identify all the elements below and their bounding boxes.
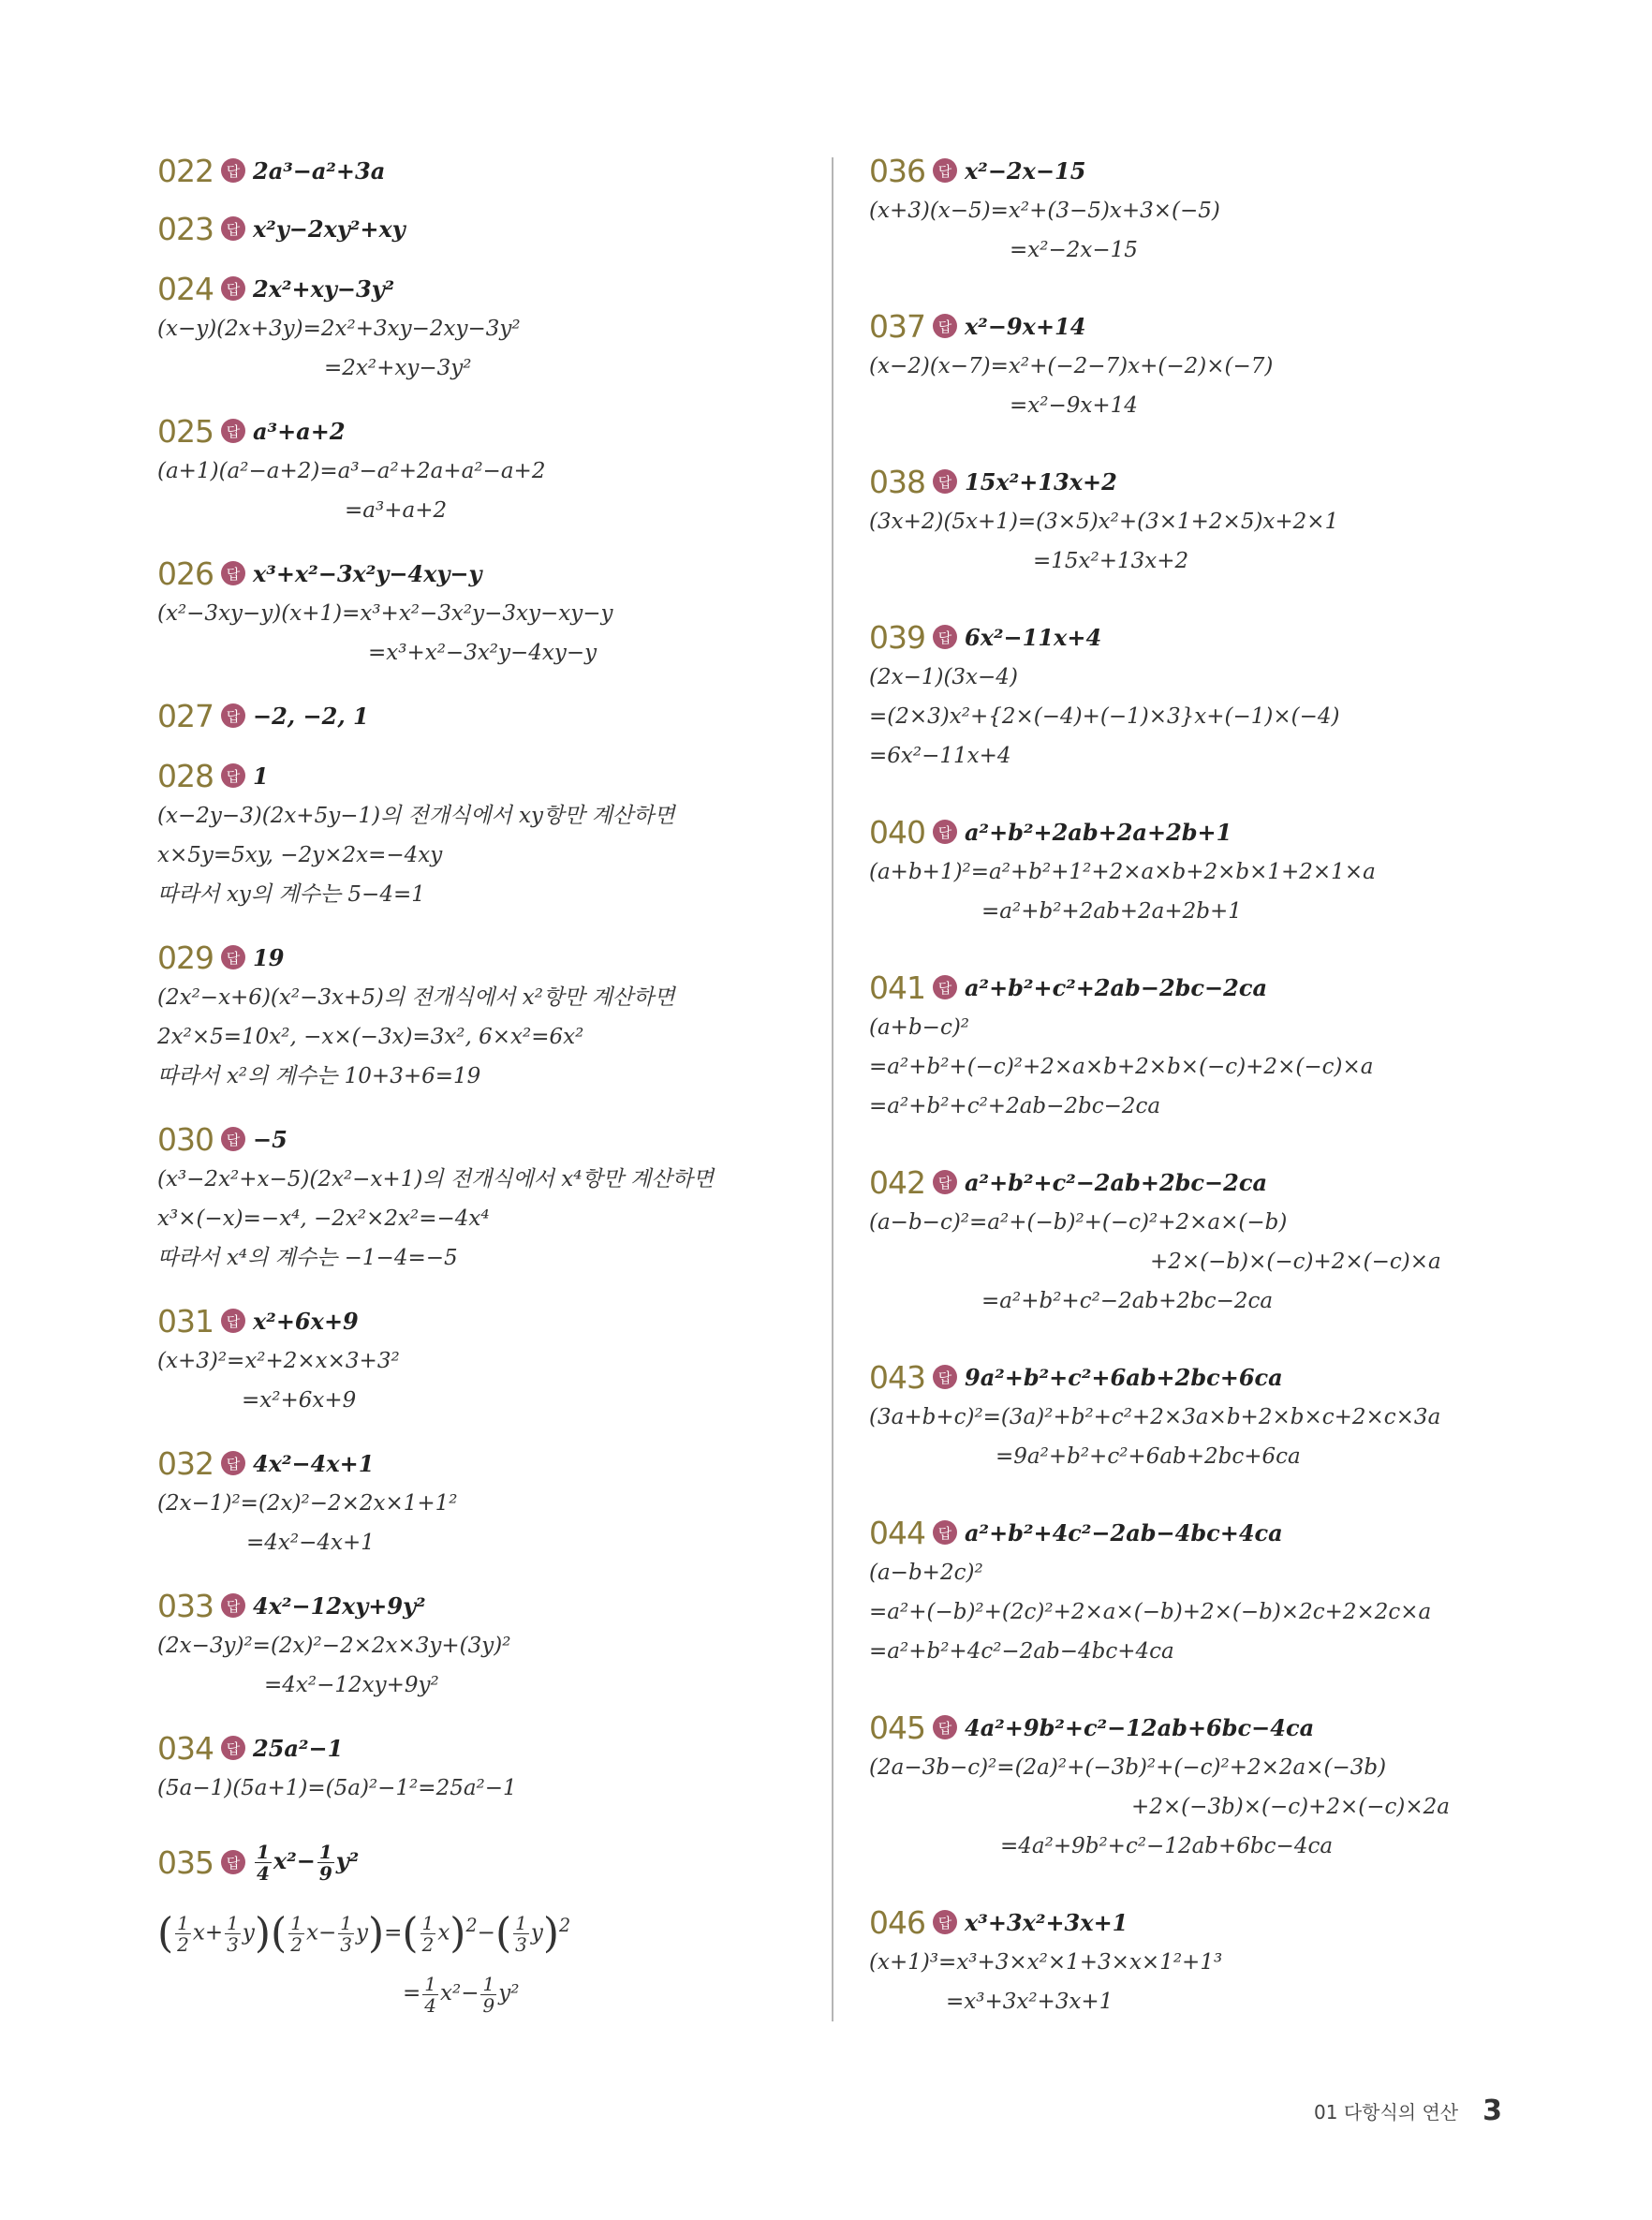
problem-043 [869,1356,1525,1476]
problem-045 [869,1707,1525,1866]
problem-024 [157,268,813,388]
answer: $\frac{1}{4}$ x²− $\frac{1}{9}$ y² [257,1840,360,1885]
problem-032 [157,1443,813,1562]
problem-028 [157,755,813,914]
answer: 19 [253,943,285,971]
problem-029 [157,937,813,1096]
problem-025 [157,410,813,530]
solution-line: =(2×3)x²+{2×(−4)+(−1)×3}x+(−1)×(−4) [869,704,1340,729]
answer: x³+3x²+3x+1 [965,1908,1128,1936]
problem-number: 037 [869,307,925,345]
answer-badge: 답 [933,469,957,494]
solution-line: (x+1)³=x³+3×x²×1+3×x×1²+1³ [869,1950,1223,1975]
solution-line: (3a+b+c)²=(3a)²+b²+c²+2×3a×b+2×b×c+2×c×3a [869,1405,1441,1429]
solution-line: =4a²+9b²+c²−12ab+6bc−4ca [1000,1834,1334,1858]
solution-line: (x−2y−3)(2x+5y−1)의 전개식에서 xy항만 계산하면 [157,804,675,828]
answer-badge: 답 [933,158,957,183]
answer-badge: 답 [221,703,245,728]
answer-badge: 답 [221,1309,245,1333]
problem-035 [157,1832,813,2027]
answer: −5 [253,1125,288,1153]
solution-line: =9a²+b²+c²+6ab+2bc+6ca [996,1444,1301,1469]
solution-line: =15x²+13x+2 [1033,549,1189,573]
solution-line: =x²+6x+9 [242,1388,357,1413]
solution-line: =6x²−11x+4 [869,744,1011,768]
solution-line: 따라서 x⁴의 계수는 −1−4=−5 [157,1246,458,1270]
problem-030 [157,1118,813,1278]
solution-line: (a−b+2c)² [869,1561,983,1585]
answer-badge: 답 [221,1451,245,1475]
answer: 4x²−12xy+9y² [253,1591,426,1620]
page-footer [1314,2094,1502,2127]
solution-line: =a³+a+2 [345,498,448,523]
answer-badge: 답 [221,763,245,788]
problem-number: 026 [157,555,214,592]
answer-badge: 답 [221,1593,245,1618]
solution-line: 2x²×5=10x², −x×(−3x)=3x², 6×x²=6x² [157,1025,584,1049]
answer: x²+6x+9 [253,1307,359,1335]
problem-042 [869,1162,1525,1321]
solution-line: +2×(−3b)×(−c)+2×(−c)×2a [1131,1795,1451,1819]
solution-line: (2x−3y)²=(2x)²−2×2x×3y+(3y)² [157,1634,511,1658]
answer: 2a³−a²+3a [253,156,386,185]
answer: 9a²+b²+c²+6ab+2bc+6ca [965,1363,1283,1391]
problem-number: 036 [869,152,925,189]
column-divider [832,157,833,2021]
problem-number: 030 [157,1120,214,1158]
answer: x²−2x−15 [965,156,1086,185]
answer: 1 [253,762,269,790]
problem-number: 038 [869,463,925,500]
answer-badge: 답 [933,1520,957,1545]
problem-044 [869,1512,1525,1671]
answer: 15x²+13x+2 [965,467,1117,496]
solution-line: (x+3)²=x²+2×x×3+3² [157,1349,400,1373]
problem-number: 031 [157,1302,214,1339]
answer-badge: 답 [221,216,245,241]
fraction: $\frac{1}{9}$ [318,1840,332,1885]
answer: 6x²−11x+4 [965,623,1102,651]
solution-line: =a²+b²+c²−2ab+2bc−2ca [981,1289,1274,1313]
page-number: 3 [1482,2094,1502,2127]
problem-number: 023 [157,210,214,247]
problem-022 [157,150,813,191]
solution-line: (x+3)(x−5)=x²+(3−5)x+3×(−5) [869,199,1220,223]
problem-number: 044 [869,1514,925,1551]
answer: a²+b²+c²−2ab+2bc−2ca [965,1168,1268,1196]
solution-line: (2x−1)²=(2x)²−2×2x×1+1² [157,1491,458,1516]
answer: x²y−2xy²+xy [253,215,406,243]
answer: 4a²+9b²+c²−12ab+6bc−4ca [965,1713,1315,1741]
problem-number: 033 [157,1587,214,1624]
solution-line: (x−2)(x−7)=x²+(−2−7)x+(−2)×(−7) [869,354,1274,378]
problem-number: 028 [157,757,214,794]
answer: x³+x²−3x²y−4xy−y [253,559,482,587]
problem-031 [157,1300,813,1420]
answer-badge: 답 [933,1715,957,1739]
solution-line: =a²+b²+4c²−2ab−4bc+4ca [869,1639,1174,1664]
solution-line: (3x+2)(5x+1)=(3×5)x²+(3×1+2×5)x+2×1 [869,510,1339,534]
solution-line: =a²+b²+(−c)²+2×a×b+2×b×(−c)+2×(−c)×a [869,1055,1374,1079]
chapter-title: 01 다항식의 연산 [1314,2101,1459,2124]
solution-line: (a+1)(a²−a+2)=a³−a²+2a+a²−a+2 [157,459,546,483]
solution-line: (x³−2x²+x−5)(2x²−x+1)의 전개식에서 x⁴항만 계산하면 [157,1167,715,1191]
solution-line: (x−y)(2x+3y)=2x²+3xy−2xy−3y² [157,317,521,341]
problem-number: 046 [869,1903,925,1941]
answer: 2x²+xy−3y² [253,274,395,303]
solution-line: 따라서 xy의 계수는 5−4=1 [157,882,425,907]
solution-line: =x³+x²−3x²y−4xy−y [368,641,597,665]
solution-line: =4x²−4x+1 [246,1531,375,1555]
answer: a²+b²+c²+2ab−2bc−2ca [965,973,1268,1001]
problem-number: 035 [157,1843,214,1881]
solution-line: (5a−1)(5a+1)=(5a)²−1²=25a²−1 [157,1776,517,1800]
problem-034 [157,1727,813,1808]
solution-line: =x²−2x−15 [1010,238,1138,262]
problem-number: 041 [869,969,925,1006]
answer-badge: 답 [933,975,957,999]
problem-041 [869,967,1525,1126]
answer-badge: 답 [221,276,245,301]
solution-line: +2×(−b)×(−c)+2×(−c)×a [1150,1250,1441,1274]
answer: −2, −2, 1 [253,702,369,730]
solution-line: =a²+b²+2ab+2a+2b+1 [981,899,1242,924]
solution-line: x×5y=5xy, −2y×2x=−4xy [157,843,443,867]
problem-number: 045 [869,1709,925,1746]
solution-line: ( $\frac{1}{2}$ x+ $\frac{1}{3}$ y)( $\frac{1}{2}$ x− $\frac{1}{3}$ y)=( $\frac{1}{2}$ x)$^2$−( $\frac{1}{3}$ y)$^2$ [157,1909,571,1958]
answer: x²−9x+14 [965,312,1086,340]
answer: a²+b²+4c²−2ab−4bc+4ca [965,1518,1283,1547]
solution-line: = $\frac{1}{4}$ x²− $\frac{1}{9}$ y² [403,1972,520,2017]
problem-number: 032 [157,1444,214,1482]
problem-number: 029 [157,939,214,976]
solution-line: (a+b+1)²=a²+b²+1²+2×a×b+2×b×1+2×1×a [869,860,1376,884]
problem-number: 039 [869,618,925,656]
solution-line: =4x²−12xy+9y² [264,1673,439,1697]
solution-line: (a+b−c)² [869,1015,970,1040]
solution-line: x³×(−x)=−x⁴, −2x²×2x²=−4x⁴ [157,1206,490,1231]
problem-number: 043 [869,1358,925,1396]
problem-023 [157,208,813,249]
answer: a²+b²+2ab+2a+2b+1 [965,818,1232,846]
answer: 25a²−1 [253,1734,344,1762]
problem-number: 042 [869,1163,925,1201]
answer-badge: 답 [221,1736,245,1760]
problem-039 [869,616,1525,776]
answer-badge: 답 [933,1170,957,1194]
answer-badge: 답 [933,1910,957,1934]
answer-badge: 답 [933,1365,957,1389]
problem-027 [157,695,813,736]
problem-036 [869,150,1525,270]
solution-line: 따라서 x²의 계수는 10+3+6=19 [157,1064,481,1088]
solution-line: (a−b−c)²=a²+(−b)²+(−c)²+2×a×(−b) [869,1210,1288,1235]
problem-number: 034 [157,1729,214,1767]
problem-038 [869,461,1525,581]
answer-badge: 답 [221,1850,245,1874]
answer-badge: 답 [221,945,245,969]
solution-line: (2a−3b−c)²=(2a)²+(−3b)²+(−c)²+2×2a×(−3b) [869,1755,1387,1780]
problem-number: 040 [869,813,925,851]
solution-line: =a²+b²+c²+2ab−2bc−2ca [869,1094,1161,1118]
answer: a³+a+2 [253,417,346,445]
problem-number: 024 [157,270,214,307]
problem-026 [157,553,813,673]
answer-badge: 답 [221,419,245,443]
answer-badge: 답 [221,158,245,183]
solution-line: (2x²−x+6)(x²−3x+5)의 전개식에서 x²항만 계산하면 [157,985,675,1010]
answer-badge: 답 [933,820,957,844]
answer-badge: 답 [221,1127,245,1151]
problem-040 [869,811,1525,931]
answer-badge: 답 [221,561,245,585]
problem-033 [157,1585,813,1705]
solution-line: =2x²+xy−3y² [324,356,472,380]
answer: 4x²−4x+1 [253,1449,375,1477]
solution-line: =a²+(−b)²+(2c)²+2×a×(−b)+2×(−b)×2c+2×2c×a [869,1600,1432,1624]
problem-number: 027 [157,697,214,734]
problem-number: 025 [157,412,214,450]
problem-037 [869,305,1525,425]
solution-line: =x³+3x²+3x+1 [946,1990,1114,2014]
solution-line: (x²−3xy−y)(x+1)=x³+x²−3x²y−3xy−xy−y [157,601,613,626]
fraction: $\frac{1}{4}$ [257,1840,270,1885]
problem-046 [869,1902,1525,2021]
answer-badge: 답 [933,314,957,338]
problem-number: 022 [157,152,214,189]
solution-line: =x²−9x+14 [1010,393,1138,418]
solution-line: (2x−1)(3x−4) [869,665,1018,689]
answer-badge: 답 [933,625,957,649]
